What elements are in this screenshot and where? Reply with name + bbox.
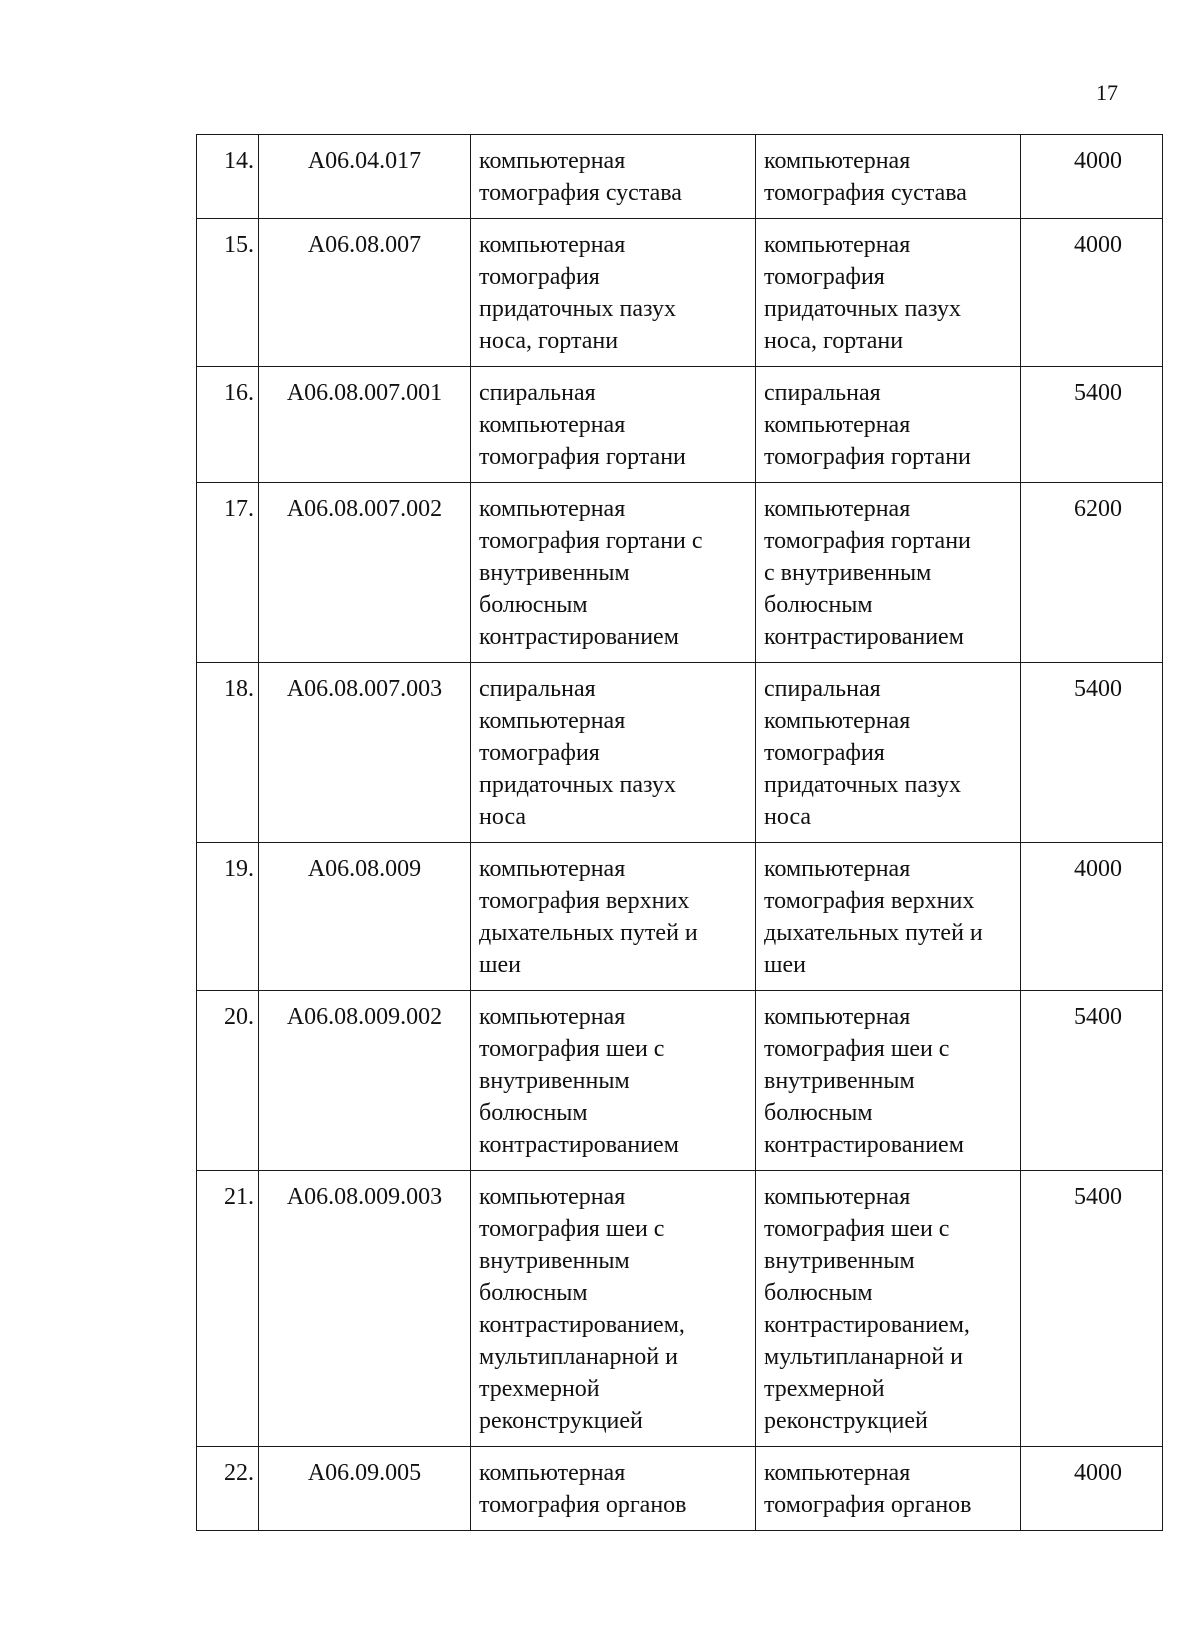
service-name-line: томография верхних: [764, 888, 975, 914]
service-name-line: контрастированием,: [479, 1312, 685, 1338]
table-row: [197, 483, 1163, 663]
service-name-line: компьютерная: [764, 496, 911, 522]
service-name-line: компьютерная: [764, 232, 911, 258]
service-name-line: шеи: [479, 952, 521, 978]
service-name: [471, 843, 756, 991]
service-name-line: спиральная: [764, 380, 881, 406]
service-name-line: томография сустава: [764, 180, 967, 206]
service-name-line: придаточных пазух: [479, 296, 676, 322]
service-name-line: придаточных пазух: [479, 772, 676, 798]
service-name-line: внутривенным: [764, 1248, 915, 1274]
service-name-line: томография верхних: [479, 888, 690, 914]
service-name-line: компьютерная: [764, 412, 911, 438]
service-price: 4000: [1021, 1447, 1163, 1531]
service-name-line: внутривенным: [479, 560, 630, 586]
table-row: [197, 991, 1163, 1171]
table-row: [197, 843, 1163, 991]
table-row: [197, 367, 1163, 483]
service-name: [471, 991, 756, 1171]
service-name-line: придаточных пазух: [764, 772, 961, 798]
row-number: 14.: [197, 135, 259, 219]
service-name-line: трехмерной: [479, 1376, 600, 1402]
service-price: 6200: [1021, 483, 1163, 663]
service-name-line: компьютерная: [479, 232, 626, 258]
row-number: 16.: [197, 367, 259, 483]
service-name-line: носа, гортани: [764, 328, 904, 354]
service-name-line: компьютерная: [764, 148, 911, 174]
service-name: [471, 1447, 756, 1531]
service-name-line: томография шеи с: [764, 1216, 950, 1242]
service-name-line: томография: [479, 740, 600, 766]
service-name-line: болюсным: [764, 592, 873, 618]
service-name-alt: [756, 843, 1021, 991]
service-name-line: спиральная: [479, 380, 596, 406]
row-number: 15.: [197, 219, 259, 367]
service-name-line: внутривенным: [479, 1248, 630, 1274]
service-name-alt: [756, 663, 1021, 843]
service-name-line: с внутривенным: [764, 560, 932, 586]
service-code: A06.08.009: [259, 843, 471, 991]
service-name-line: томография: [764, 740, 885, 766]
service-name-line: контрастированием: [764, 1132, 964, 1158]
row-number: 21.: [197, 1171, 259, 1447]
service-name-line: томография шеи с: [764, 1036, 950, 1062]
service-name-line: носа: [479, 804, 527, 830]
service-name-line: дыхательных путей и: [764, 920, 983, 946]
service-name-line: дыхательных путей и: [479, 920, 698, 946]
service-code: A06.09.005: [259, 1447, 471, 1531]
service-code: A06.08.007.001: [259, 367, 471, 483]
service-name-line: спиральная: [479, 676, 596, 702]
service-name-line: компьютерная: [479, 412, 626, 438]
service-name-line: компьютерная: [764, 856, 911, 882]
service-name-alt: [756, 1447, 1021, 1531]
service-name-line: болюсным: [479, 592, 588, 618]
service-name-line: компьютерная: [764, 1004, 911, 1030]
service-name-line: томография шеи с: [479, 1036, 665, 1062]
row-number: 22.: [197, 1447, 259, 1531]
service-name-line: трехмерной: [764, 1376, 885, 1402]
service-name-alt: [756, 991, 1021, 1171]
table-row: [197, 1447, 1163, 1531]
service-name-line: компьютерная: [479, 1184, 626, 1210]
service-name-line: томография: [764, 264, 885, 290]
service-name-line: томография органов: [764, 1492, 972, 1518]
row-number: 17.: [197, 483, 259, 663]
service-price: 5400: [1021, 991, 1163, 1171]
service-name-alt: [756, 219, 1021, 367]
service-name-line: придаточных пазух: [764, 296, 961, 322]
page-number: 17: [1096, 80, 1118, 105]
service-price: 4000: [1021, 843, 1163, 991]
service-code: A06.08.009.003: [259, 1171, 471, 1447]
table-row: [197, 219, 1163, 367]
service-name-line: болюсным: [764, 1100, 873, 1126]
service-name-line: томография гортани: [479, 444, 686, 470]
service-name-line: носа: [764, 804, 812, 830]
row-number: 19.: [197, 843, 259, 991]
services-table: [196, 134, 1163, 1531]
service-name-line: внутривенным: [479, 1068, 630, 1094]
service-name-line: реконструкцией: [479, 1408, 643, 1434]
service-name-alt: [756, 367, 1021, 483]
service-name: [471, 219, 756, 367]
service-name-line: компьютерная: [479, 1004, 626, 1030]
service-name-line: компьютерная: [764, 1184, 911, 1210]
row-number: 18.: [197, 663, 259, 843]
service-name-line: мультипланарной и: [479, 1344, 678, 1370]
service-name-line: контрастированием: [479, 624, 679, 650]
service-name-line: компьютерная: [764, 708, 911, 734]
service-name-line: компьютерная: [479, 148, 626, 174]
table-row: [197, 663, 1163, 843]
service-price: 5400: [1021, 367, 1163, 483]
service-code: A06.08.007.003: [259, 663, 471, 843]
table-row: [197, 135, 1163, 219]
service-name-line: компьютерная: [479, 856, 626, 882]
row-number: 20.: [197, 991, 259, 1171]
service-name-line: компьютерная: [479, 1460, 626, 1486]
service-name-line: томография сустава: [479, 180, 682, 206]
service-name-line: компьютерная: [479, 708, 626, 734]
service-name: [471, 1171, 756, 1447]
service-name-alt: [756, 483, 1021, 663]
service-name-alt: [756, 1171, 1021, 1447]
service-name-line: контрастированием: [479, 1132, 679, 1158]
service-name-line: носа, гортани: [479, 328, 619, 354]
service-name-line: томография: [479, 264, 600, 290]
service-name-line: болюсным: [479, 1100, 588, 1126]
service-price: 5400: [1021, 663, 1163, 843]
service-price: 5400: [1021, 1171, 1163, 1447]
service-code: A06.08.007.002: [259, 483, 471, 663]
service-code: A06.04.017: [259, 135, 471, 219]
service-name-line: болюсным: [479, 1280, 588, 1306]
service-name-line: спиральная: [764, 676, 881, 702]
table-row: [197, 1171, 1163, 1447]
service-code: A06.08.009.002: [259, 991, 471, 1171]
service-name-line: болюсным: [764, 1280, 873, 1306]
service-name: [471, 135, 756, 219]
service-name-alt: [756, 135, 1021, 219]
service-name-line: шеи: [764, 952, 806, 978]
service-name-line: внутривенным: [764, 1068, 915, 1094]
service-name-line: томография органов: [479, 1492, 687, 1518]
service-name-line: томография гортани: [764, 528, 971, 554]
service-name-line: реконструкцией: [764, 1408, 928, 1434]
service-name-line: томография гортани: [764, 444, 971, 470]
service-name-line: контрастированием: [764, 624, 964, 650]
service-code: A06.08.007: [259, 219, 471, 367]
service-name-line: томография гортани с: [479, 528, 703, 554]
services-table-body: [197, 135, 1163, 1531]
service-name-line: томография шеи с: [479, 1216, 665, 1242]
service-name-line: компьютерная: [764, 1460, 911, 1486]
service-name-line: контрастированием,: [764, 1312, 970, 1338]
service-name: [471, 483, 756, 663]
service-price: 4000: [1021, 135, 1163, 219]
service-name: [471, 663, 756, 843]
service-name: [471, 367, 756, 483]
service-name-line: компьютерная: [479, 496, 626, 522]
service-price: 4000: [1021, 219, 1163, 367]
service-name-line: мультипланарной и: [764, 1344, 963, 1370]
